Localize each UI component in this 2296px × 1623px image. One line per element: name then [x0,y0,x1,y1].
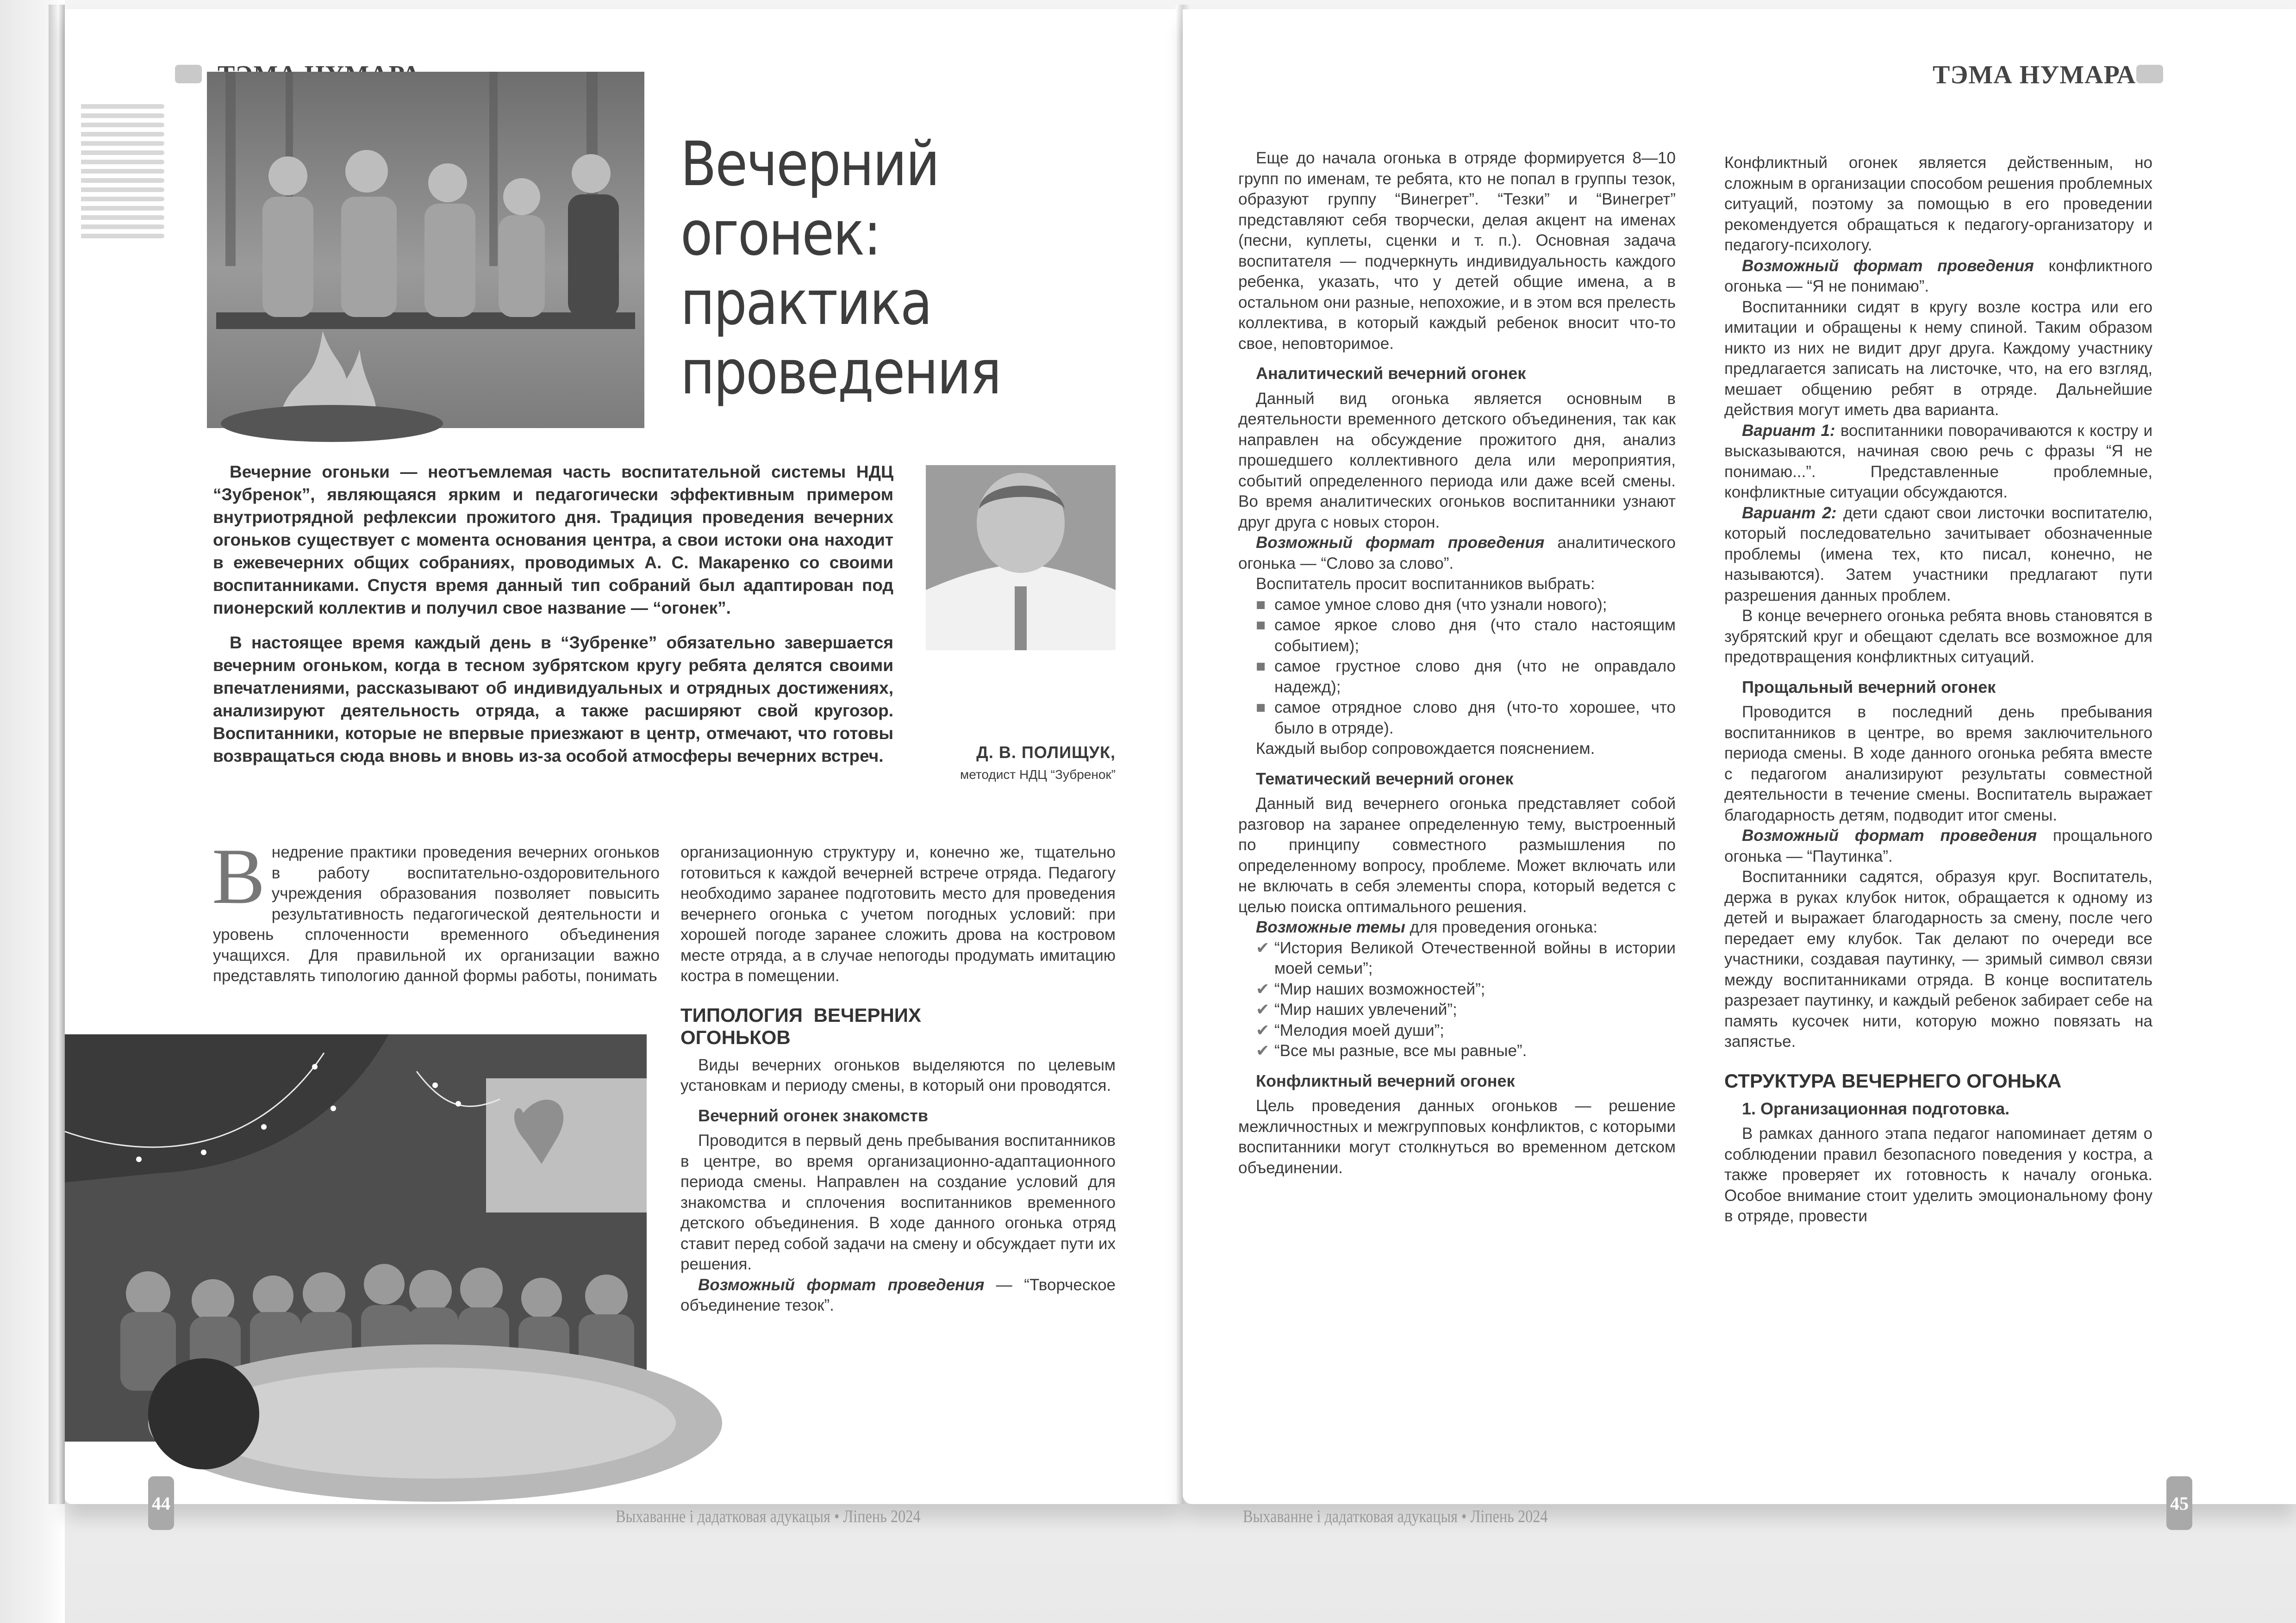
section-heading-typology: ТИПОЛОГИЯ ВЕЧЕРНИХ ОГОНЬКОВ [680,1004,921,1048]
checkmark-icon: ✔ [1256,939,1270,957]
journal-footer: Выхаванне і дадатковая адукацыя • Ліпень 2024 [1243,1507,1548,1526]
themes-list [1238,938,1676,1062]
author-portrait-icon [926,465,1116,650]
title-line: Вечерний [680,129,939,200]
column-1 [1238,148,1676,1178]
section-heading-structure: СТРУКТУРА ВЕЧЕРНЕГО ОГОНЬКА [1724,1070,2062,1092]
themes-label: Возможные темы [1256,918,1405,936]
variant-label: Вариант 2: [1742,504,1837,522]
author-role: методист НДЦ “Зубренок” [960,767,1116,782]
journal-footer: Выхаванне і дадатковая адукацыя • Ліпень 2024 [616,1507,921,1526]
photo-children-campfire [207,72,644,428]
author-name: Д. В. ПОЛИЩУК, [976,743,1116,762]
format-label: Возможный формат проведения [1742,827,2037,845]
list-item: ■ самое грустное слово дня (что не оправдало надежд); [1256,657,1676,696]
column-1 [212,833,660,987]
subheading-step-1: 1. Организационная подготовка. [1742,1099,2010,1118]
title-line: практика [680,267,931,339]
format-paragraph: Возможный формат проведения — “Творческое объединение тезок”. [680,1275,1116,1314]
paragraph: Данный вид огонька является основным в деятельности временного детского объединения, так как направлен на обсуждение прожитого дня, анализ прошедшего коллективного дела или мероприятия, событий определенного периода или даже всей смены. Во время аналитических огоньков воспитанники узнают друг друга с новых сторон. [1238,389,1676,531]
square-bullet-icon: ■ [1256,698,1266,716]
list-item: ✔ “Все мы разные, все мы равные”. [1256,1041,1676,1062]
paragraph: Проводится в последний день пребывания воспитанников в центре, во время заключительного периода смены. В ходе данного огонька ребята вместе с педагогом анализируют результаты совместной деятельности в течение смены. Воспитатель выражает благодарность детям, подводит итог смены. [1724,703,2152,824]
title-line: проведения [680,337,1001,408]
page-44 [65,9,1180,1526]
paragraph: В конце вечернего огонька ребята вновь становятся в зубрятский круг и обещают сделать все возможное для предотвращения конфликтных ситуаций. [1724,607,2152,666]
paragraph: Данный вид вечернего огонька представляет собой разговор на заранее определенную тему, выстроенный по принципу совместного размышления по определенному вопросу, проблеме. Может включать или не включать в себя элементы спора, который ведется с целью поиска оптимального решения. [1238,795,1676,916]
word-choice-list [1238,595,1676,739]
variant-2-paragraph: Вариант 2: дети сдают свои листочки воспитателю, который последовательно зачитывает обозначенные проблемы (имена тех, кто писал, конечно, не называются). Затем участники предлагают пути разрешения данных проблем. [1724,504,2152,604]
checkmark-icon: ✔ [1256,980,1270,998]
photo-children-circle-indoor-icon [65,1034,647,1442]
square-bullet-icon: ■ [1256,657,1266,675]
column-2 [1724,153,2152,1227]
column-2 [680,842,1116,1316]
paragraph: Воспитатель просит воспитанников выбрать: [1256,575,1595,593]
subheading-farewell: Прощальный вечерний огонек [1742,677,1996,696]
subheading-thematic: Тематический вечерний огонек [1256,769,1514,788]
list-item: ✔ “Мелодия моей души”; [1256,1020,1676,1041]
format-label: Возможный формат проведения [1742,256,2034,275]
subheading-analytic: Аналитический вечерний огонек [1256,364,1526,383]
format-paragraph: Возможный формат проведения конфликтного огонька — “Я не понимаю”. [1724,256,2153,295]
paragraph: В рамках данного этапа педагог напоминает детям о соблюдении правил безопасного поведения у костра, а также проверяет их готовность к началу огонька. Особое внимание стоит уделить эмоциональному фону в отряде, провести [1724,1125,2152,1225]
article-lead [213,460,893,767]
page-edge-stack [49,5,65,1504]
themes-paragraph: Возможные темы для проведения огонька: [1256,918,1597,936]
list-item: ✔ “История Великой Отечественной войны в истории моей семьи”; [1256,939,1676,977]
paragraph: Воспитанники садятся, образуя круг. Воспитатель, держа в руках клубок ниток, обращается к одному из детей и выражает благодарность за смену, после чего передает ему клубок. Так делают по очереди все участники, создавая паутинку, — зримый символ связи между воспитанниками отряда. В конце воспитатель разрезает паутинку, и каждый ребенок забирает себе на память кусочек нити, которую можно повязать на запястье. [1724,868,2152,1051]
paragraph: Каждый выбор сопровождается пояснением. [1256,740,1595,758]
section-rubric: ТЭМА НУМАРА [1933,61,2136,89]
format-paragraph: Возможный формат проведения аналитического огонька — “Слово за слово”. [1238,534,1676,572]
page-45 [1183,9,2296,1526]
paragraph: Еще до начала огонька в отряде формируется 8—10 групп по именам, те ребята, кто не попал в группы тезок, образуют группу “Винегрет”. “Тезки” и “Винегрет” представляют себя творчески, делая акцент на именах (песни, куплеты, сценки и т. п.). Основная задача воспитателя — подчеркнуть индивидуальность каждого ребенка, указать, что у детей общие имена, а в остальном они разные, непохожие, и в этом вся прелесть коллектива, в который каждый ребенок вносит что-то свое, неповторимое. [1238,149,1676,353]
paragraph: организационную структуру и, конечно же, тщательно готовиться к каждой вечерней встрече отряда. Педагогу необходимо заранее подготовить место для проведения вечернего огонька с учетом погодных условий: при хорошей погоде заранее сложить дрова на костровом месте отряда, а в случае непогоды продумать имитацию костра в помещении. [680,843,1116,985]
drop-cap: В [212,833,265,920]
photo-children-circle-indoor [65,1034,647,1442]
page-number-45: 45 [2166,1476,2192,1530]
author-portrait [926,465,1116,650]
list-item: ■ самое отрядное слово дня (что-то хорошее, что было в отряде). [1256,698,1676,737]
page-number-44: 44 [148,1476,174,1530]
square-bullet-icon: ■ [1256,595,1266,614]
subheading-conflict: Конфликтный вечерний огонек [1256,1071,1515,1090]
intro-paragraph: Внедрение практики проведения вечерних огоньков в работу воспитательно-оздоровительного учреждения образования позволяет повысить результативность педагогической деятельности и уровень сплоченности временного объединения учащихся. Для правильной их организации важно представлять типологию данной формы работы, понимать [212,833,660,985]
paragraph: Цель проведения данных огоньков — решение межличностных и межгрупповых конфликтов, с которыми воспитанники могут столкнуться во временном детском объединении. [1238,1097,1676,1177]
format-label: Возможный формат проведения [1256,534,1545,552]
paragraph: Виды вечерних огоньков выделяются по целевым установкам и периоду смены, в который они проводятся. [680,1056,1116,1094]
lead-paragraph: В настоящее время каждый день в “Зубренке” обязательно завершается вечерним огоньком, когда в тесном зубрятском кругу ребята делятся своими впечатлениями, рассказывают об индивидуальных и отрядных достижениях, анализируют деятельность отряда, а также расширяют свой кругозор. Воспитанники, которые не впервые приезжают в центр, отмечают, что готовы возвращаться сюда вновь и вновь из-за особой атмосферы вечерних встреч. [213,633,893,765]
list-item: ✔ “Мир наших возможностей”; [1256,979,1676,1000]
paragraph: Воспитанники сидят в кругу возле костра или его имитации и обращены к нему спиной. Таким образом никто из них не видит друг друга. Каждому участнику предлагается записать на листочке, что, на его взгляд, мешает общению ребят в отряде. Дальнейшие действия могут иметь два варианта. [1724,298,2152,419]
format-paragraph: Возможный формат проведения прощального огонька — “Паутинка”. [1724,827,2152,865]
title-line: огонек: [680,198,880,269]
list-item: ✔ “Мир наших увлечений”; [1256,1000,1676,1020]
list-item: ■ самое умное слово дня (что узнали нового); [1256,595,1676,616]
checkmark-icon: ✔ [1256,1042,1270,1060]
paragraph: Проводится в первый день пребывания воспитанников в центре, во время организационно-адаптационного периода смены. Направлен на создание условий для знакомства и сплочения воспитанников временного детского объединения. В ходе данного огонька отряд ставит перед собой задачи на смену и обсуждает пути их решения. [680,1132,1116,1273]
paragraph: Конфликтный огонек является действенным, но сложным в организации способом решения проблемных ситуаций, поэтому за помощью в его проведении рекомендуется обращаться к педагогу-организатору и педагогу-психологу. [1724,154,2152,254]
list-item: ■ самое яркое слово дня (что стало настоящим событием); [1256,616,1676,655]
rubric-marker [2136,65,2163,83]
checkmark-icon: ✔ [1256,1001,1270,1019]
square-bullet-icon: ■ [1256,616,1266,634]
lead-paragraph: Вечерние огоньки — неотъемлемая часть воспитательной системы НДЦ “Зубренок”, являющаяся ярким и педагогически эффективным примером внутриотрядной рефлексии прожитого дня. Традиция проведения вечерних огоньков существует с момента основания центра, а свои истоки она находит в ежевечерних общих собраниях, проводимых А. С. Макаренко со своими воспитанниками. Спустя время данный тип собраний был адаптирован под пионерский коллектив и получил свое название — “огонек”. [213,462,893,617]
subheading-acquaintance: Вечерний огонек знакомств [698,1106,928,1125]
variant-1-paragraph: Вариант 1: воспитанники поворачиваются к костру и высказываются, начиная свою речь с фразы “Я не понимаю...”. Представленные проблемные, конфликтные ситуации обсуждаются. [1724,421,2153,501]
rubric-marker [175,65,202,83]
checkmark-icon: ✔ [1256,1021,1270,1039]
variant-label: Вариант 1: [1742,421,1835,440]
photo-children-campfire-icon [207,72,644,428]
decorative-stripes [81,104,164,243]
article-title [680,130,1000,407]
format-label: Возможный формат проведения [698,1275,985,1294]
